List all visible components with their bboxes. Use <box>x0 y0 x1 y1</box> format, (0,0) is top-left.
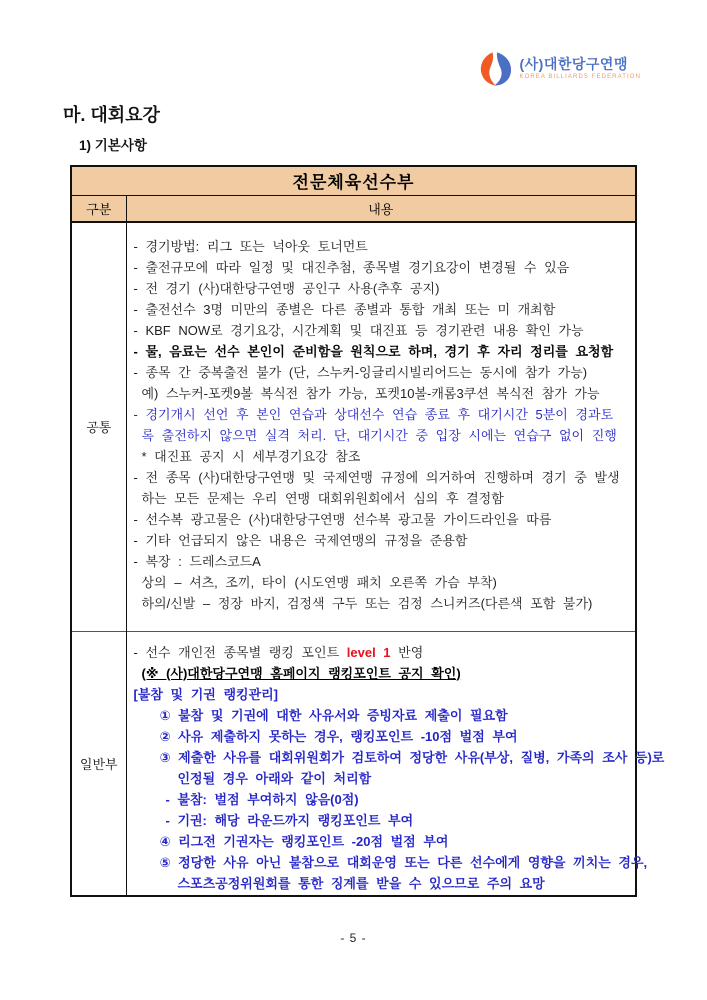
table-row <box>71 631 636 896</box>
flame-logo-icon <box>477 50 514 87</box>
content-line <box>134 278 634 299</box>
logo-english-name: KOREA BILLIARDS FEDERATION <box>519 73 641 80</box>
content-line <box>134 509 634 530</box>
text-segment: (※ (사)대한당구연맹 홈페이지 랭킹포인트 공지 확인) <box>141 665 461 681</box>
row-content <box>126 631 665 896</box>
content-line <box>134 236 634 257</box>
content-line <box>134 747 665 768</box>
logo-korean-name: (사)대한당구연맹 <box>519 56 628 72</box>
text-segment: - 종목 간 중복출전 불가 (단, 스누커-잉글리시빌리어드는 동시에 참가 가능) <box>133 365 588 380</box>
text-segment: - 출전선수 3명 미만의 종별은 다른 종별과 통합 개최 또는 미 개최함 <box>133 302 556 317</box>
content-line <box>134 467 634 488</box>
text-segment: 상의 – 셔츠, 조끼, 타이 (시도연맹 패치 오른쪽 가슴 부착) <box>141 575 497 590</box>
text-segment: - 선수복 광고물은 (사)대한당구연맹 선수복 광고물 가이드라인을 따름 <box>133 512 552 527</box>
row-label: 일반부 <box>71 631 126 896</box>
text-segment: - 불참: 벌점 부여하지 않음(0점) <box>165 791 359 807</box>
text-segment: 인정될 경우 아래와 같이 처리함 <box>177 770 372 786</box>
text-segment: 스포츠공정위원회를 통한 징계를 받을 수 있으므로 주의 요망 <box>177 875 545 891</box>
table-row <box>71 222 636 631</box>
content-line <box>134 831 634 852</box>
table-header-row <box>71 196 636 223</box>
content-line <box>134 341 634 362</box>
column-header-content: 내용 <box>126 196 636 223</box>
text-segment: 예) 스누커-포켓9볼 복식전 참가 가능, 포켓10볼-캐롬3쿠션 복식전 참가 가능 <box>141 386 600 401</box>
content-line <box>134 320 634 341</box>
text-segment: - 물, 음료는 선수 본인이 준비함을 원칙으로 하며, 경기 후 자리 정리를 요청함 <box>133 344 614 359</box>
text-segment: ② 사유 제출하지 못하는 경우, 랭킹포인트 -10점 벌점 부여 <box>159 728 518 744</box>
text-segment: ③ 제출한 사유를 대회위원회가 검토하여 정당한 사유(부상, 질병, 가족의 조사 등)로 <box>159 749 665 765</box>
text-segment: - 전 경기 (사)대한당구연맹 공인구 사용(추후 공지) <box>133 281 440 296</box>
text-segment: 하는 모든 문제는 우리 연맹 대회위원회에서 심의 후 결정함 <box>141 491 504 506</box>
content-line <box>134 705 634 726</box>
text-segment: - 선수 개인전 종목별 랭킹 포인트 <box>133 644 347 660</box>
text-segment: - 경기개시 선언 후 본인 연습과 상대선수 연습 종료 후 대기시간 5분이 경과토 <box>133 407 614 422</box>
table-body <box>71 222 665 896</box>
content-line <box>134 530 634 551</box>
column-header-label: 구분 <box>71 196 126 223</box>
content-line <box>134 684 634 705</box>
content-line <box>134 446 634 467</box>
text-segment: [불참 및 기권 랭킹관리] <box>133 686 279 702</box>
content-line <box>134 572 634 593</box>
content-line <box>134 551 634 572</box>
text-segment: - 기타 언급되지 않은 내용은 국제연맹의 규정을 준용함 <box>133 533 468 548</box>
federation-logo <box>477 50 641 87</box>
logo-text-block <box>519 57 641 80</box>
content-line <box>134 404 634 425</box>
content-line <box>134 726 634 747</box>
content-line <box>134 663 634 684</box>
table-title: 전문체육선수부 <box>71 166 636 196</box>
content-line <box>134 383 634 404</box>
page-number: - 5 - <box>340 931 367 945</box>
content-line <box>134 642 634 663</box>
text-segment: - 기권: 해당 라운드까지 랭킹포인트 부여 <box>165 812 414 828</box>
table-title-row <box>71 166 636 196</box>
content-line <box>134 768 634 789</box>
row-label: 공통 <box>71 222 126 631</box>
text-segment: ⑤ 정당한 사유 아닌 불참으로 대회운영 또는 다른 선수에게 영향을 끼치는 경우, <box>159 854 648 870</box>
section-title: 마. 대회요강 <box>63 105 160 125</box>
content-line <box>134 789 634 810</box>
text-segment: level 1 <box>346 644 391 660</box>
text-segment: - 전 종목 (사)대한당구연맹 및 국제연맹 규정에 의거하여 진행하며 경기 중 발생 <box>133 470 620 485</box>
content-line <box>134 873 634 894</box>
text-segment: ① 불참 및 기권에 대한 사유서와 증빙자료 제출이 필요함 <box>159 707 508 723</box>
row-content <box>126 222 636 631</box>
text-segment: 반영 <box>390 644 424 660</box>
section-subtitle: 1) 기본사항 <box>79 138 147 153</box>
content-line <box>134 257 634 278</box>
text-segment: * 대진표 공지 시 세부경기요강 참조 <box>141 449 361 464</box>
text-segment: ④ 리그전 기권자는 랭킹포인트 -20점 벌점 부여 <box>159 833 449 849</box>
content-line <box>134 488 634 509</box>
competition-rules-table <box>70 165 665 897</box>
content-line <box>134 810 634 831</box>
text-segment: - KBF NOW로 경기요강, 시간계획 및 대진표 등 경기관련 내용 확인 가능 <box>133 323 584 338</box>
text-segment: - 경기방법: 리그 또는 넉아웃 토너먼트 <box>133 239 368 254</box>
content-line <box>134 362 634 383</box>
content-line <box>134 852 648 873</box>
text-segment: - 복장 : 드레스코드A <box>133 554 261 569</box>
content-line <box>134 299 634 320</box>
text-segment: 록 출전하지 않으면 실격 처리. 단, 대기시간 중 입장 시에는 연습구 없이 진행 <box>141 428 617 443</box>
text-segment: - 출전규모에 따라 일정 및 대진추첨, 종목별 경기요강이 변경될 수 있음 <box>133 260 570 275</box>
content-line <box>134 593 634 614</box>
text-segment: 하의/신발 – 정장 바지, 검정색 구두 또는 검정 스니커즈(다른색 포함 불가) <box>141 596 593 611</box>
content-line <box>134 425 634 446</box>
